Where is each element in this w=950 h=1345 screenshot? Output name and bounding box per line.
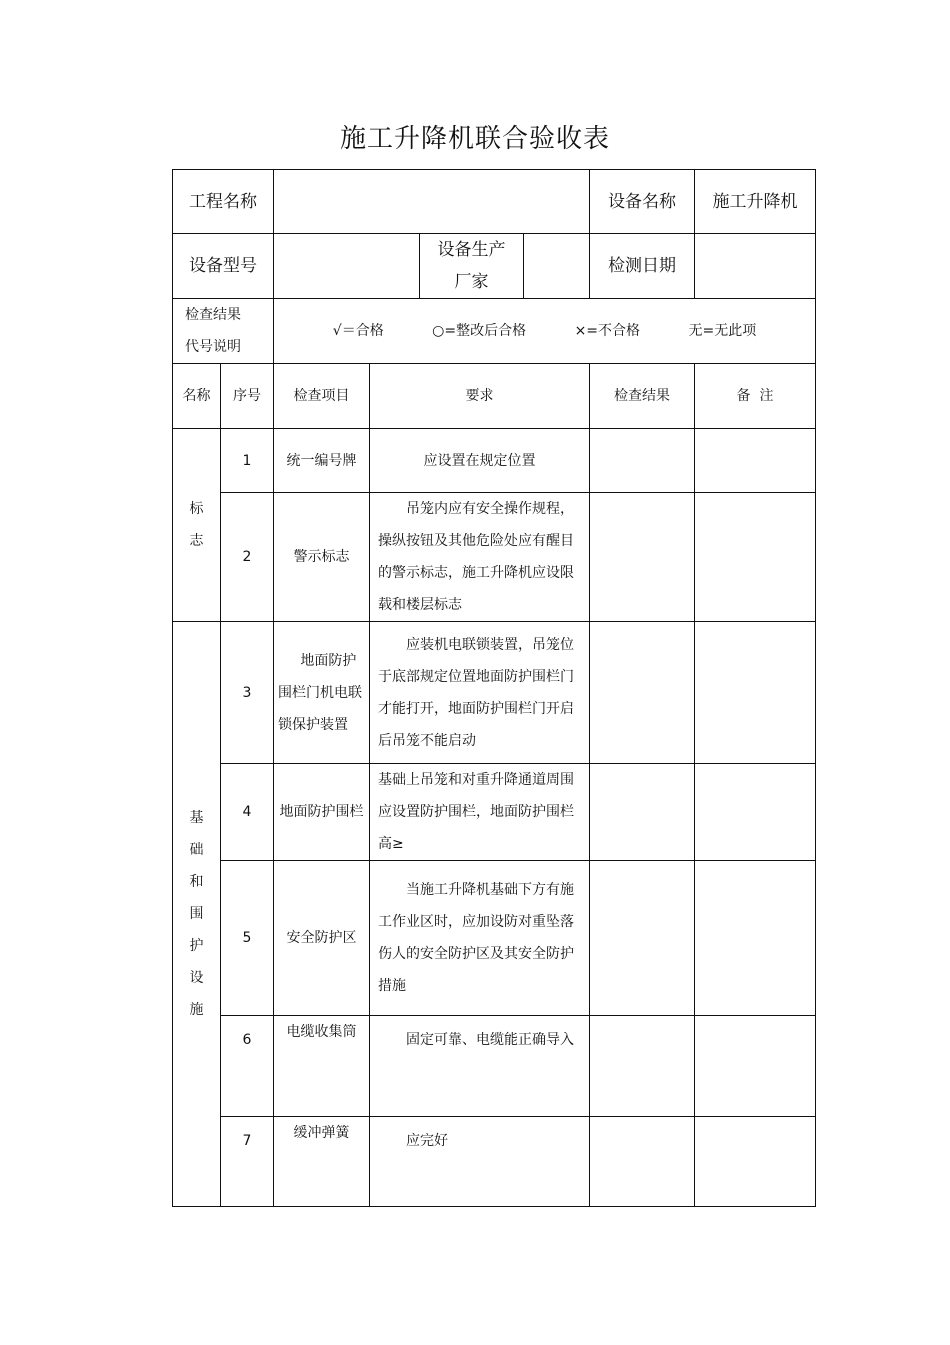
equipment-name-label: 设备名称: [590, 170, 695, 234]
row-requirement: 应装机电联锁装置，吊笼位于底部规定位置地面防护围栏门才能打开，地面防护围栏门开启后吊笼不能启动: [370, 622, 590, 764]
legend-items: [274, 299, 816, 364]
acceptance-form-table: [172, 169, 816, 1207]
row-requirement: 应完好: [370, 1117, 590, 1207]
row-seq: 6: [221, 1016, 274, 1117]
legend-rectified: ○=整改后合格: [432, 323, 527, 339]
project-name-label: 工程名称: [173, 170, 274, 234]
project-name-row: [173, 170, 816, 234]
row-item: 缓冲弹簧: [274, 1117, 370, 1207]
row-remark-field[interactable]: [695, 764, 816, 861]
row-result-field[interactable]: [590, 493, 695, 622]
inspection-date-field[interactable]: [695, 234, 816, 299]
model-row: [173, 234, 816, 299]
row-item: 电缆收集筒: [274, 1016, 370, 1117]
row-seq: 2: [221, 493, 274, 622]
row-requirement: 固定可靠、电缆能正确导入: [370, 1016, 590, 1117]
row-result-field[interactable]: [590, 861, 695, 1016]
row-requirement: 吊笼内应有安全操作规程，操纵按钮及其他危险处应有醒目的警示标志，施工升降机应设限载和楼层标志: [370, 493, 590, 622]
row-item: 地面防护围栏门机电联锁保护装置: [274, 622, 370, 764]
group-name-foundation: 基础和围护设施: [173, 622, 221, 1207]
row-seq: 7: [221, 1117, 274, 1207]
row-remark-field[interactable]: [695, 1117, 816, 1207]
row-seq: 1: [221, 429, 274, 493]
table-row: [173, 622, 816, 764]
row-result-field[interactable]: [590, 622, 695, 764]
row-remark-field[interactable]: [695, 861, 816, 1016]
equipment-name-value: 施工升降机: [695, 170, 816, 234]
legend-na: 无=无此项: [688, 323, 757, 339]
group-name-signs: 标志: [173, 429, 221, 622]
col-header-name: 名称: [173, 364, 221, 429]
row-item: 地面防护围栏: [274, 764, 370, 861]
row-remark-field[interactable]: [695, 622, 816, 764]
col-header-item: 检查项目: [274, 364, 370, 429]
model-field[interactable]: [274, 234, 420, 299]
legend-row: [173, 299, 816, 364]
legend-pass: √＝合格: [332, 323, 384, 339]
column-header-row: [173, 364, 816, 429]
row-remark-field[interactable]: [695, 493, 816, 622]
row-item: 统一编号牌: [274, 429, 370, 493]
legend-label: 检查结果代号说明: [173, 299, 274, 364]
row-requirement: 应设置在规定位置: [370, 429, 590, 493]
row-seq: 3: [221, 622, 274, 764]
table-row: [173, 1016, 816, 1117]
table-row: [173, 493, 816, 622]
row-item: 安全防护区: [274, 861, 370, 1016]
page-title: 施工升降机联合验收表: [339, 124, 610, 154]
table-row: [173, 1117, 816, 1207]
manufacturer-label: 设备生产厂家: [420, 234, 524, 299]
row-seq: 4: [221, 764, 274, 861]
row-remark-field[interactable]: [695, 429, 816, 493]
manufacturer-field[interactable]: [524, 234, 590, 299]
col-header-requirement: 要求: [370, 364, 590, 429]
col-header-remark: 备 注: [695, 364, 816, 429]
row-remark-field[interactable]: [695, 1016, 816, 1117]
row-result-field[interactable]: [590, 764, 695, 861]
row-requirement: 当施工升降机基础下方有施工作业区时，应加设防对重坠落伤人的安全防护区及其安全防护措施: [370, 861, 590, 1016]
project-name-field[interactable]: [274, 170, 590, 234]
col-header-seq: 序号: [221, 364, 274, 429]
inspection-date-label: 检测日期: [590, 234, 695, 299]
col-header-result: 检查结果: [590, 364, 695, 429]
legend-fail: ×=不合格: [574, 323, 641, 339]
row-result-field[interactable]: [590, 1016, 695, 1117]
row-result-field[interactable]: [590, 429, 695, 493]
row-seq: 5: [221, 861, 274, 1016]
row-item: 警示标志: [274, 493, 370, 622]
row-requirement: 基础上吊笼和对重升降通道周围应设置防护围栏，地面防护围栏高≥: [370, 764, 590, 861]
table-row: [173, 861, 816, 1016]
table-row: [173, 764, 816, 861]
model-label: 设备型号: [173, 234, 274, 299]
row-result-field[interactable]: [590, 1117, 695, 1207]
table-row: [173, 429, 816, 493]
